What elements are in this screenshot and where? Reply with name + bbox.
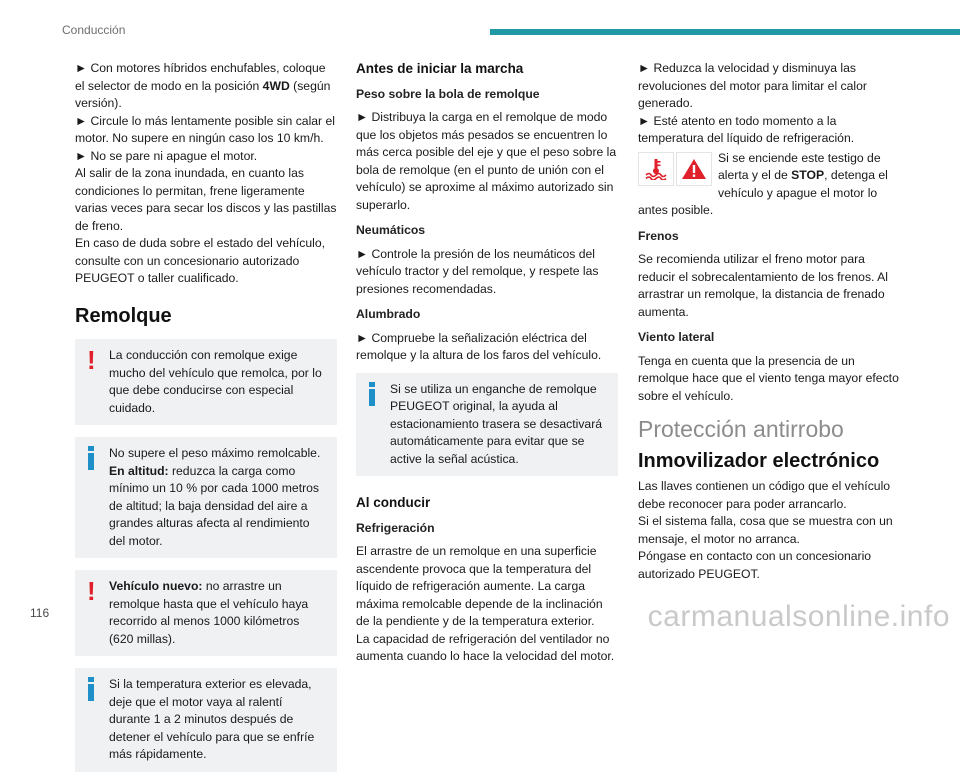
warning-triangle-icon (676, 152, 712, 186)
paragraph: Si se enciende este testigo de alerta y el de STOP, detenga el vehículo y apague el motor lo antes posible. (638, 150, 888, 217)
info-note (75, 668, 337, 772)
section-heading-al-conducir: Al conducir (356, 495, 431, 510)
subheading-refrigeracion: Refrigeración (356, 520, 435, 535)
info-note (75, 437, 337, 558)
header-accent-bar (490, 29, 960, 35)
paragraph: ► Distribuya la carga en el remolque de modo que los objetos más pesados se encuentren lo más cerca posible del eje y que el peso sobre la bola de remolque (en el punto de unión con el vehículo) se aproxime al máximo autorizado sin superarlo. (356, 110, 617, 212)
warning-note (75, 570, 337, 656)
warning-note (75, 339, 337, 425)
info-icon (368, 382, 376, 406)
paragraph: Tenga en cuenta que la presencia de un remolque hace que el viento tenga mayor efecto sobre el vehículo. (638, 353, 899, 403)
column-1 (75, 60, 337, 784)
section-heading-remolque: Remolque (75, 304, 172, 327)
paragraph: ► Circule lo más lentamente posible sin calar el motor. No supere en ningún caso los 10 km/h. (75, 113, 335, 145)
warning-lamp-paragraph (638, 150, 900, 220)
paragraph: ► Esté atento en todo momento a la temperatura del líquido de refrigeración. (638, 113, 855, 145)
paragraph: ► Reduzca la velocidad y disminuya las revoluciones del motor para limitar el calor generado. (638, 61, 867, 110)
note-text: La conducción con remolque exige mucho del vehículo que remolca, por lo que debe conducirse con especial cuidado. (109, 348, 322, 415)
info-note (356, 373, 618, 477)
paragraph: Las llaves contienen un código que el vehículo debe reconocer para poder arrancarlo. (638, 479, 891, 511)
paragraph: ► Compruebe la señalización eléctrica del remolque y la altura de los faros del vehículo. (356, 330, 602, 362)
info-icon (87, 446, 95, 470)
coolant-temperature-icon (638, 152, 674, 186)
subheading-neumaticos: Neumáticos (356, 223, 426, 237)
note-text: Vehículo nuevo: no arrastre un remolque hasta que el vehículo haya recorrido al menos 1000 kilómetros (620 millas). (109, 579, 309, 646)
paragraph: Póngase en contacto con un concesionario autorizado PEUGEOT. (638, 549, 872, 581)
paragraph: ► Con motores híbridos enchufables, coloque el selector de modo en la posición 4WD (según versión). (75, 61, 331, 110)
paragraph: Si el sistema falla, cosa que se muestra con un mensaje, el motor no arranca. (638, 514, 893, 546)
subheading-alumbrado: Alumbrado (356, 307, 421, 321)
paragraph: En caso de duda sobre el estado del vehículo, consulte con un concesionario autorizado PEUGEOT o taller cualificado. (75, 236, 326, 285)
paragraph: La capacidad de refrigeración del ventilador no aumenta cuando lo hace la velocidad del motor. (356, 631, 615, 663)
alert-icon: ! (87, 345, 96, 375)
note-text: En altitud: reduzca la carga como mínimo un 10 % por cada 1000 metros de altitud; la baja densidad del aire a grandes alturas afecta al rendimiento del motor. (109, 463, 320, 548)
subheading-peso: Peso sobre la bola de remolque (356, 86, 540, 101)
note-text: No supere el peso máximo remolcable. (109, 446, 321, 460)
paragraph: ► Controle la presión de los neumáticos del vehículo tractor y del remolque, y respete las presiones recomendadas. (356, 246, 599, 296)
subheading-frenos: Frenos (638, 228, 679, 243)
paragraph: ► No se pare ni apague el motor. (75, 148, 258, 163)
note-text: Si se utiliza un enganche de remolque PEUGEOT original, la ayuda al estacionamiento trasera se desactivará automáticamente para evitar que se active la señal acústica. (390, 381, 603, 466)
subheading-viento-lateral: Viento lateral (638, 330, 715, 344)
section-heading-inmovilizador: Inmovilizador electrónico (638, 449, 880, 472)
paragraph: Al salir de la zona inundada, en cuanto las condiciones lo permitan, frene ligeramente varias veces para secar los discos y las pastillas de freno. (75, 166, 337, 233)
alert-icon: ! (87, 576, 96, 606)
watermark: carmanualsonline.info (647, 600, 950, 633)
paragraph: El arrastre de un remolque en una superficie ascendente provoca que la temperatura del líquido de refrigeración aumente. La carga máxima remolcable depende de la inclinación de la pendiente y de la temperatura exterior. (356, 544, 603, 628)
column-2 (356, 60, 618, 666)
column-3 (638, 60, 900, 583)
section-heading-proteccion: Protección antirrobo (638, 416, 844, 442)
warning-lamps (638, 152, 712, 186)
section-heading-antes: Antes de iniciar la marcha (356, 61, 524, 76)
paragraph: Se recomienda utilizar el freno motor para reducir el sobrecalentamiento de los frenos. Al arrastrar un remolque, la distancia de frenado aumenta. (638, 252, 888, 319)
page-number: 116 (30, 606, 50, 620)
info-icon (87, 677, 95, 701)
header-section-title: Conducción (62, 23, 126, 37)
note-text: Si la temperatura exterior es elevada, deje que el motor vaya al ralentí durante 1 a 2 minutos después de detener el vehículo para que se enfríe más rápidamente. (109, 677, 315, 761)
